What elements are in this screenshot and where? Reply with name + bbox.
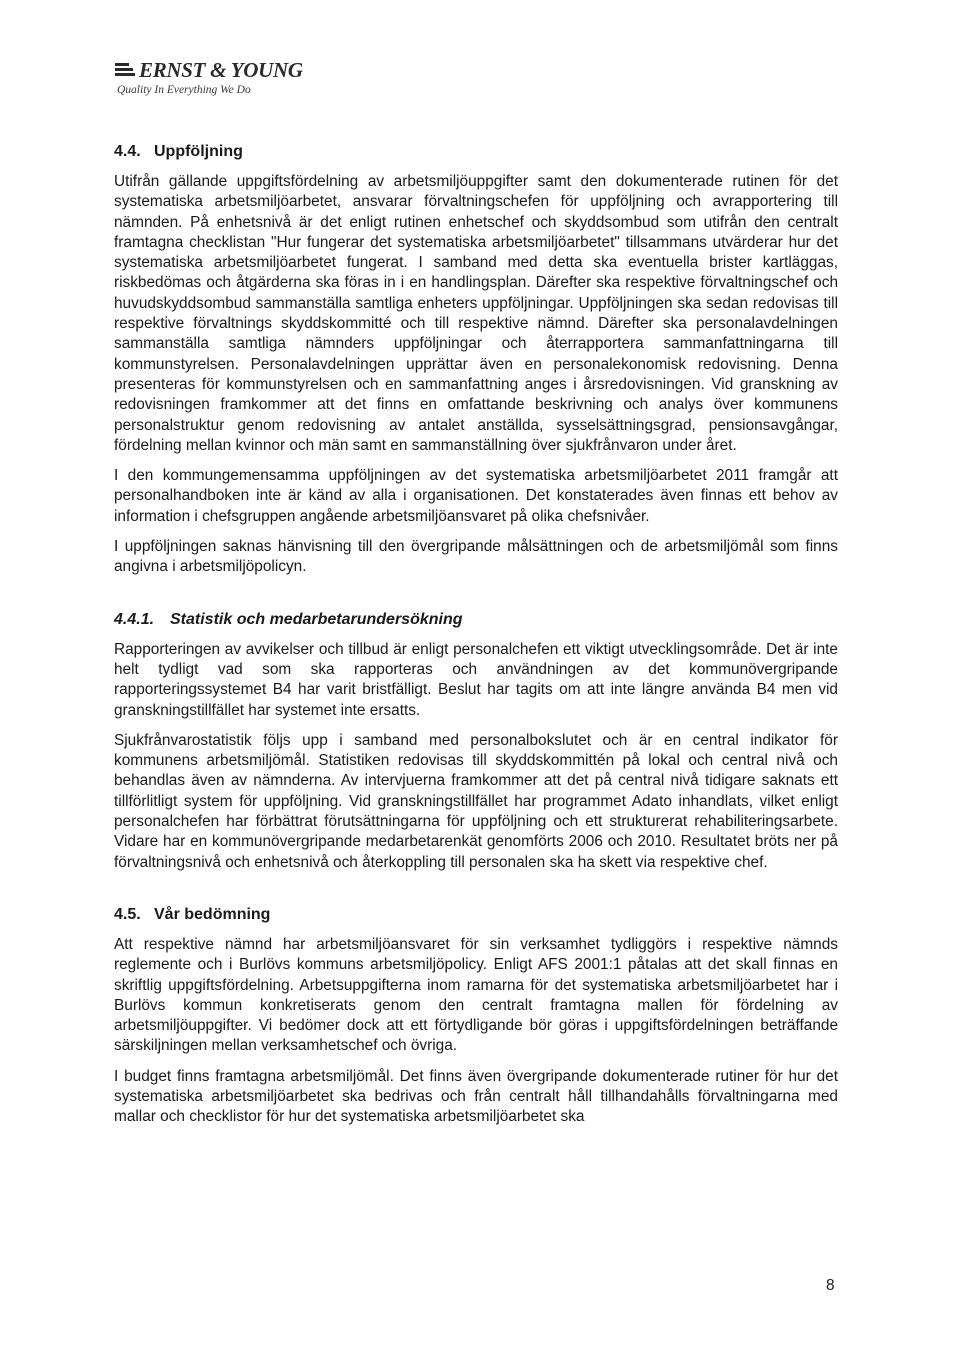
document-body — [114, 140, 838, 1128]
paragraph: Sjukfrånvarostatistik följs upp i samband med personalbokslutet och är en central indikator för kommunens arbetsmiljömål. Statistiken redovisas till skyddskommittén på lokal och central nivå och behandlas även av nämnderna. Av intervjuerna framkommer att det på central nivå tidigare saknats ett tillförlitligt system för uppföljning. Vid granskningstillfället har programmet Adato inhandlats, vilket enligt personalchefen har förbättrat förutsättningarna för uppföljning och ett strukturerat rehabiliteringsarbete. Vidare har en kommunövergripande medarbetarenkät genomförts 2006 och 2010. Resultatet bröts ner på förvaltningsnivå och enhetsnivå och återkoppling till personalen ska ha skett via respektive chef. — [114, 731, 838, 871]
section-heading-4-5 — [114, 903, 838, 931]
paragraph: Att respektive nämnd har arbetsmiljöansvaret för sin verksamhet tydliggörs i respektive nämnds reglemente och i Burlövs kommuns arbetsmiljöpolicy. Enligt AFS 2001:1 påtalas att det skall finnas en skriftlig uppgiftsfördelning. Arbetsuppgifterna inom ramarna för det systematiska arbetsmiljöarbetet har i Burlövs kommun konkretiserats genom den centralt framtagna mallen för fördelning av arbetsmiljöuppgifter. Vi bedömer dock att ett förtydligande bör göras i uppgiftsfördelningen beträffande särskiljningen mellan verksamhetschef och övriga. — [114, 935, 838, 1055]
logo-mark-icon — [115, 61, 137, 79]
section-number: 4.5. — [114, 905, 141, 923]
paragraph: I budget finns framtagna arbetsmiljömål. Det finns även övergripande dokumenterade rutiner för hur det systematiska arbetsmiljöarbetet ska bedrivas och från centralt håll tillhandahålls förvaltningarna med mallar och checklistor för hur det systematiska arbetsmiljöarbetet ska — [114, 1067, 838, 1126]
section-heading-4-4-1 — [114, 608, 838, 636]
page-number: 8 — [826, 1277, 835, 1294]
logo-tagline: Quality In Everything We Do — [117, 84, 251, 96]
section-title: Vår bedömning — [154, 905, 271, 923]
section-number: 4.4.1. — [114, 610, 155, 628]
paragraph: Rapporteringen av avvikelser och tillbud är enligt personalchefen ett viktigt utvecklingsområde. Det är inte helt tydligt vad som ska rapporteras och användningen av det kommunövergripande rapporteringssystemet B4 har varit bristfälligt. Beslut har tagits om att inte längre använda B4 men vid granskningstillfället har systemet inte ersatts. — [114, 640, 838, 719]
section-title: Statistik och medarbetarundersökning — [170, 610, 463, 628]
paragraph: I uppföljningen saknas hänvisning till den övergripande målsättningen och de arbetsmiljömål som finns angivna i arbetsmiljöpolicyn. — [114, 538, 838, 576]
section-number: 4.4. — [114, 143, 141, 160]
paragraph: I den kommungemensamma uppföljningen av det systematiska arbetsmiljöarbetet 2011 framgår att personalhandboken inte är känd av alla i organisationen. Det konstaterades även finnas ett behov av information i chefsgruppen angående arbetsmiljöansvaret på olika chefsnivåer. — [114, 467, 838, 525]
company-logo — [115, 58, 303, 96]
logo-name: ERNST & YOUNG — [139, 57, 303, 82]
logo-row — [115, 58, 303, 82]
section-heading-4-4 — [114, 140, 838, 168]
paragraph: Utifrån gällande uppgiftsfördelning av arbetsmiljöuppgifter samt den dokumenterade rutinen för det systematiska arbetsmiljöarbetet, ansvarar förvaltningschefen för uppföljning och avrapportering till nämnden. På enhetsnivå är det enligt rutinen enhetschef och skyddsombud som utifrån den centralt framtagna checklistan "Hur fungerar det systematiska arbetsmiljöarbetet" tillsammans utvärderar hur det systematiska arbetsmiljöarbetet fungerat. I samband med detta ska eventuella brister kartläggas, riskbedömas och åtgärderna ska föras in i en handlingsplan. Därefter ska respektive förvaltningschef och huvudskyddsombud sammanställa samtliga enheters uppföljningar. Uppföljningen ska sedan redovisas till respektive förvaltnings skyddskommitté och till respektive nämnd. Därefter ska personalavdelningen sammanställa samtliga nämnders uppföljningar och återrapportera sammanfattningarna till kommunstyrelsen. Personalavdelningen upprättar även en personalekonomisk redovisning. Denna presenteras för kommunstyrelsen och en sammanfattning anges i årsredovisningen. Vid granskning av redovisningen framkommer att det finns en omfattande beskrivning och analys över kommunens personalstruktur genom redovisning av antalet anställda, sysselsättningsgrad, pensionsavgångar, fördelning mellan kvinnor och män samt en sammanställning över sjukfrånvaron under året. — [114, 173, 838, 454]
section-title: Uppföljning — [154, 143, 243, 160]
